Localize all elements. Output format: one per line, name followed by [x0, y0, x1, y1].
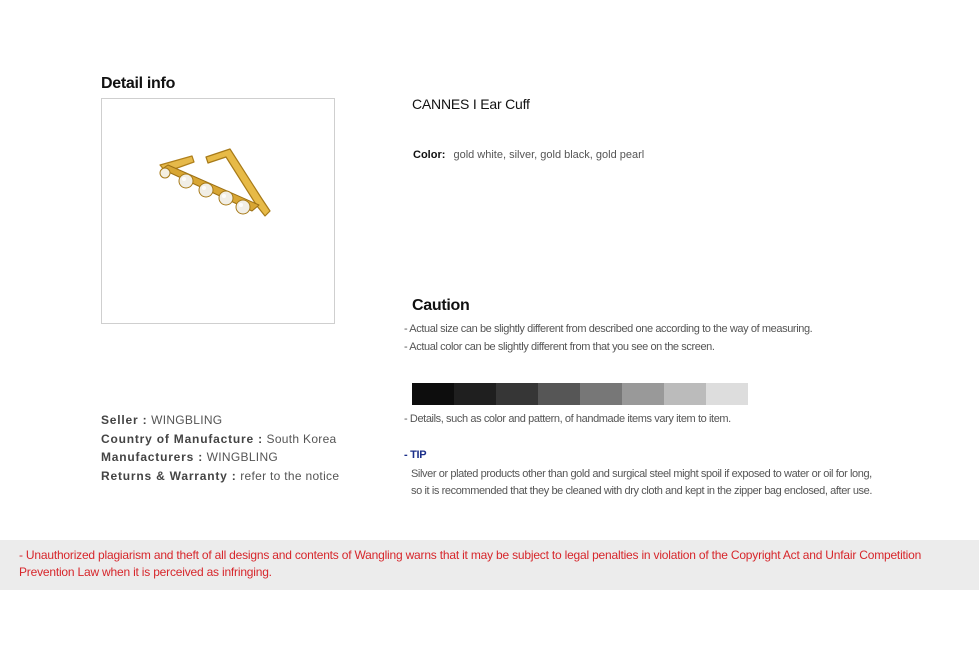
- manufacturer-key: Manufacturers :: [101, 450, 204, 464]
- swatch: [664, 383, 706, 405]
- color-options: [413, 149, 644, 161]
- seller-info: [101, 411, 339, 485]
- manufacturer-row: [101, 448, 339, 467]
- swatch: [622, 383, 664, 405]
- manufacturer-value: WINGBLING: [206, 450, 279, 464]
- tip-line: so it is recommended that they be cleaned with dry cloth and kept in the zipper bag enclosed, after use.: [411, 485, 873, 497]
- tip-line: Silver or plated products other than gold and surgical steel might spoil if exposed to water or oil for long,: [411, 468, 872, 480]
- details-note: - Details, such as color and pattern, of handmade items vary item to item.: [404, 413, 731, 425]
- detail-info-title: Detail info: [101, 75, 176, 92]
- returns-key: Returns & Warranty :: [101, 468, 237, 483]
- copyright-notice: - Unauthorized plagiarism and theft of all designs and contents of Wangling warns that it may be subject to legal penalties in violation of the Copyright Act and Unfair Competition Prevention Law when it is perceived as infringing.: [19, 548, 922, 579]
- swatch: [412, 383, 454, 405]
- swatch: [706, 383, 748, 405]
- returns-row: [101, 467, 339, 486]
- caution-title: Caution: [412, 297, 470, 314]
- country-key: Country of Manufacture :: [101, 431, 263, 446]
- seller-row: [101, 411, 339, 430]
- country-value: South Korea: [266, 431, 337, 446]
- product-name: CANNES I Ear Cuff: [412, 96, 530, 112]
- seller-value: WINGBLING: [151, 413, 223, 427]
- color-label: Color:: [413, 149, 446, 161]
- color-swatch-strip: [412, 383, 790, 405]
- tip-text: [411, 466, 872, 500]
- swatch: [580, 383, 622, 405]
- swatch: [748, 383, 790, 405]
- swatch: [538, 383, 580, 405]
- country-row: [101, 430, 339, 449]
- color-values: gold white, silver, gold black, gold pearl: [453, 149, 645, 161]
- swatch: [454, 383, 496, 405]
- caution-note-color: - Actual color can be slightly different from that you see on the screen.: [404, 341, 715, 353]
- caution-note-size: - Actual size can be slightly different from described one according to the way of measuring.: [404, 323, 813, 335]
- seller-key: Seller :: [101, 413, 148, 427]
- ear-cuff-image: [102, 99, 334, 323]
- product-photo: [101, 98, 335, 324]
- returns-value: refer to the notice: [240, 468, 340, 483]
- tip-label: - TIP: [404, 449, 427, 461]
- swatch: [496, 383, 538, 405]
